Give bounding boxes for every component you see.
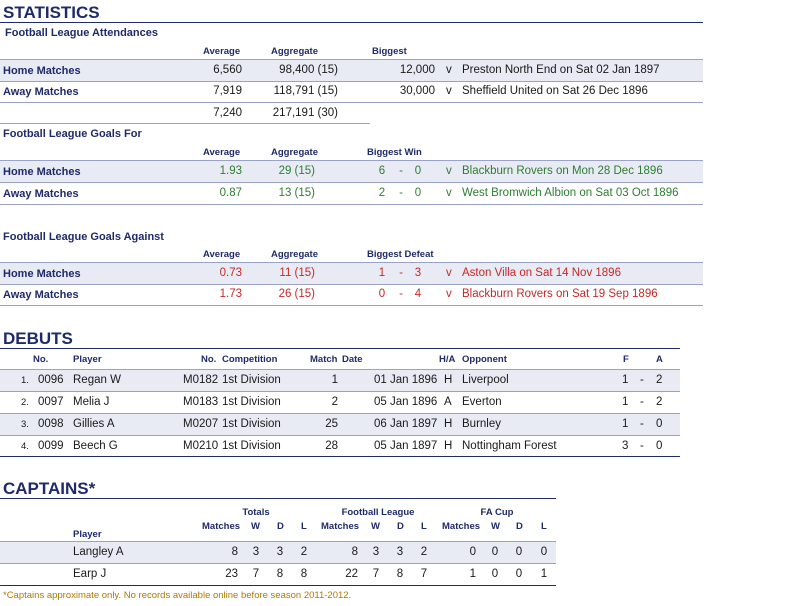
score-for: 1 (622, 396, 629, 408)
match-date: 01 Jan 1896 (374, 374, 438, 386)
score-dash: - (640, 374, 644, 386)
league-w: 3 (372, 546, 380, 558)
row-label: Away Matches (3, 289, 79, 301)
captains-player-header: Player (73, 529, 102, 540)
row-label: Home Matches (3, 166, 81, 178)
score-dash: - (399, 187, 403, 199)
league-w-header: W (371, 521, 380, 532)
league-matches: 22 (345, 568, 358, 580)
player-name: Beech G (73, 440, 118, 452)
score-for: 6 (378, 165, 386, 177)
score-dash: - (640, 418, 644, 430)
score-against: 3 (414, 267, 422, 279)
goals-for-average-header: Average (203, 147, 241, 158)
average-value: 1.73 (219, 288, 242, 300)
score-against: 0 (656, 418, 663, 430)
aggregate-value: 29 (15) (278, 165, 315, 177)
divider (0, 284, 703, 285)
league-d: 3 (396, 546, 404, 558)
totals-l: 2 (300, 546, 308, 558)
cup-w-header: W (491, 521, 500, 532)
captain-name: Earp J (73, 568, 107, 580)
player-name: Regan W (73, 374, 121, 386)
row-label: Home Matches (3, 268, 81, 280)
divider (0, 305, 703, 306)
competition: 1st Division (222, 440, 281, 452)
row-index: 4. (21, 441, 29, 452)
totals-d: 8 (276, 568, 284, 580)
match-number: M0207 (183, 418, 219, 430)
aggregate-value: 11 (15) (279, 267, 315, 279)
versus-label: v (446, 288, 452, 300)
home-away: A (444, 396, 452, 408)
biggest-value: 30,000 (399, 85, 435, 97)
player-name: Melia J (73, 396, 110, 408)
totals-d-header: D (277, 521, 284, 532)
player-name: Gillies A (73, 418, 115, 430)
match-index: 2 (331, 396, 338, 408)
score-dash: - (640, 396, 644, 408)
divider (0, 204, 703, 205)
match-detail: Sheffield United on Sat 26 Dec 1896 (462, 85, 648, 97)
cup-l: 0 (540, 546, 548, 558)
match-date: 05 Jan 1896 (374, 396, 438, 408)
match-index: 1 (331, 374, 338, 386)
competition: 1st Division (222, 374, 281, 386)
totals-matches: 8 (231, 546, 238, 558)
cup-d: 0 (515, 546, 523, 558)
versus-label: v (446, 187, 452, 199)
score-for: 2 (378, 187, 386, 199)
score-against: 0 (414, 165, 422, 177)
average-value: 0.73 (219, 267, 242, 279)
debut-a-header: A (656, 354, 663, 365)
statistics-title: STATISTICS (3, 3, 100, 22)
score-for: 3 (622, 440, 629, 452)
debuts-divider (0, 348, 680, 349)
league-w: 7 (372, 568, 380, 580)
debuts-bottom-divider (0, 456, 680, 457)
debut-opponent-header: Opponent (462, 354, 507, 365)
aggregate-value: 26 (15) (278, 288, 315, 300)
debut-match-no-header: No. (201, 354, 217, 365)
score-dash: - (399, 165, 403, 177)
player-number: 0096 (38, 374, 64, 386)
versus-label: v (446, 165, 452, 177)
row-index: 2. (21, 397, 29, 408)
league-group-header: Football League (341, 507, 415, 518)
home-away: H (444, 374, 453, 386)
cup-l: 1 (540, 568, 548, 580)
goals-against-average-header: Average (203, 249, 241, 260)
row-label: Home Matches (3, 65, 81, 77)
match-date: 05 Jan 1897 (374, 440, 438, 452)
aggregate-value: 118,791 (15) (273, 85, 338, 97)
row-index: 1. (21, 375, 29, 386)
player-number: 0097 (38, 396, 64, 408)
captains-footnote: *Captains approximate only. No records available online before season 2011-2012. (3, 590, 352, 601)
totals-d: 3 (276, 546, 284, 558)
score-against: 0 (414, 187, 422, 199)
match-detail: Blackburn Rovers on Sat 19 Sep 1896 (462, 288, 658, 300)
totals-l-header: L (301, 521, 307, 532)
captains-bottom-divider (0, 585, 556, 586)
table-row (0, 414, 680, 435)
match-number: M0183 (183, 396, 219, 408)
captains-divider (0, 498, 556, 499)
table-row (0, 370, 680, 391)
versus-label: v (446, 64, 452, 76)
score-for: 0 (378, 288, 386, 300)
debut-no-header: No. (33, 354, 49, 365)
score-dash: - (399, 267, 403, 279)
totals-group-header: Totals (242, 507, 270, 518)
totals-w: 7 (252, 568, 260, 580)
cup-matches: 0 (469, 546, 476, 558)
opponent: Liverpool (462, 374, 509, 386)
goals-against-title: Football League Goals Against (3, 231, 164, 243)
cup-l-header: L (541, 521, 547, 532)
attendances-aggregate-header: Aggregate (271, 46, 318, 57)
totals-w-header: W (251, 521, 260, 532)
opponent: Everton (462, 396, 502, 408)
totals-matches: 23 (225, 568, 238, 580)
versus-label: v (446, 85, 452, 97)
debuts-title: DEBUTS (3, 329, 73, 348)
aggregate-value: 13 (15) (278, 187, 315, 199)
average-value: 0.87 (219, 187, 242, 199)
player-number: 0099 (38, 440, 64, 452)
average-value: 7,919 (213, 85, 242, 97)
match-detail: Preston North End on Sat 02 Jan 1897 (462, 64, 660, 76)
divider (0, 81, 703, 82)
totals-w: 3 (252, 546, 260, 558)
cup-matches: 1 (469, 568, 476, 580)
league-matches-header: Matches (321, 521, 360, 532)
row-index: 3. (21, 419, 29, 430)
league-l: 7 (420, 568, 428, 580)
goals-for-title: Football League Goals For (3, 128, 142, 140)
score-for: 1 (378, 267, 386, 279)
captains-title: CAPTAINS* (3, 479, 96, 498)
table-row (0, 436, 680, 457)
match-number: M0210 (183, 440, 219, 452)
totals-matches-header: Matches (202, 521, 241, 532)
league-d-header: D (397, 521, 404, 532)
goals-against-biggest-header: Biggest Defeat (367, 249, 434, 260)
debut-ha-header: H/A (439, 354, 456, 365)
league-l-header: L (421, 521, 427, 532)
score-dash: - (640, 440, 644, 452)
league-l: 2 (420, 546, 428, 558)
opponent: Burnley (462, 418, 501, 430)
match-index: 28 (325, 440, 338, 452)
debut-date-header: Date (342, 354, 363, 365)
match-detail: Aston Villa on Sat 14 Nov 1896 (462, 267, 621, 279)
debut-f-header: F (623, 354, 629, 365)
row-label: Away Matches (3, 86, 79, 98)
biggest-value: 12,000 (399, 64, 435, 76)
cup-group-header: FA Cup (480, 507, 514, 518)
cup-d: 0 (515, 568, 523, 580)
divider (0, 102, 703, 103)
average-value: 1.93 (219, 165, 242, 177)
debut-competition-header: Competition (222, 354, 278, 365)
total-aggregate-value: 217,191 (30) (272, 107, 338, 119)
score-against: 4 (414, 288, 422, 300)
cup-d-header: D (516, 521, 523, 532)
average-value: 6,560 (213, 64, 242, 76)
competition: 1st Division (222, 418, 281, 430)
home-away: H (444, 418, 453, 430)
divider (0, 123, 370, 124)
match-date: 06 Jan 1897 (374, 418, 438, 430)
player-number: 0098 (38, 418, 64, 430)
score-for: 1 (622, 374, 629, 386)
score-for: 1 (622, 418, 629, 430)
aggregate-value: 98,400 (15) (279, 64, 338, 76)
captain-name: Langley A (73, 546, 124, 558)
goals-for-biggest-header: Biggest Win (367, 147, 422, 158)
score-against: 2 (656, 396, 663, 408)
table-row (0, 564, 556, 585)
score-against: 2 (656, 374, 663, 386)
goals-against-aggregate-header: Aggregate (271, 249, 318, 260)
match-detail: West Bromwich Albion on Sat 03 Oct 1896 (462, 187, 679, 199)
attendances-title: Football League Attendances (5, 27, 159, 39)
match-number: M0182 (183, 374, 219, 386)
total-average-value: 7,240 (213, 107, 242, 119)
table-row (0, 392, 680, 413)
table-row (0, 542, 556, 563)
debut-match-header: Match (310, 354, 338, 365)
league-matches: 8 (351, 546, 358, 558)
row-label: Away Matches (3, 188, 79, 200)
attendances-average-header: Average (203, 46, 241, 57)
cup-matches-header: Matches (442, 521, 481, 532)
score-against: 0 (656, 440, 663, 452)
competition: 1st Division (222, 396, 281, 408)
match-index: 25 (325, 418, 338, 430)
league-d: 8 (396, 568, 404, 580)
match-detail: Blackburn Rovers on Mon 28 Dec 1896 (462, 165, 663, 177)
score-dash: - (399, 288, 403, 300)
totals-l: 8 (300, 568, 308, 580)
cup-w: 0 (491, 546, 499, 558)
goals-for-aggregate-header: Aggregate (271, 147, 318, 158)
cup-w: 0 (491, 568, 499, 580)
debut-player-header: Player (73, 354, 102, 365)
divider (0, 182, 703, 183)
attendances-biggest-header: Biggest (372, 46, 407, 57)
versus-label: v (446, 267, 452, 279)
home-away: H (444, 440, 453, 452)
statistics-divider (0, 22, 703, 23)
opponent: Nottingham Forest (462, 440, 557, 452)
